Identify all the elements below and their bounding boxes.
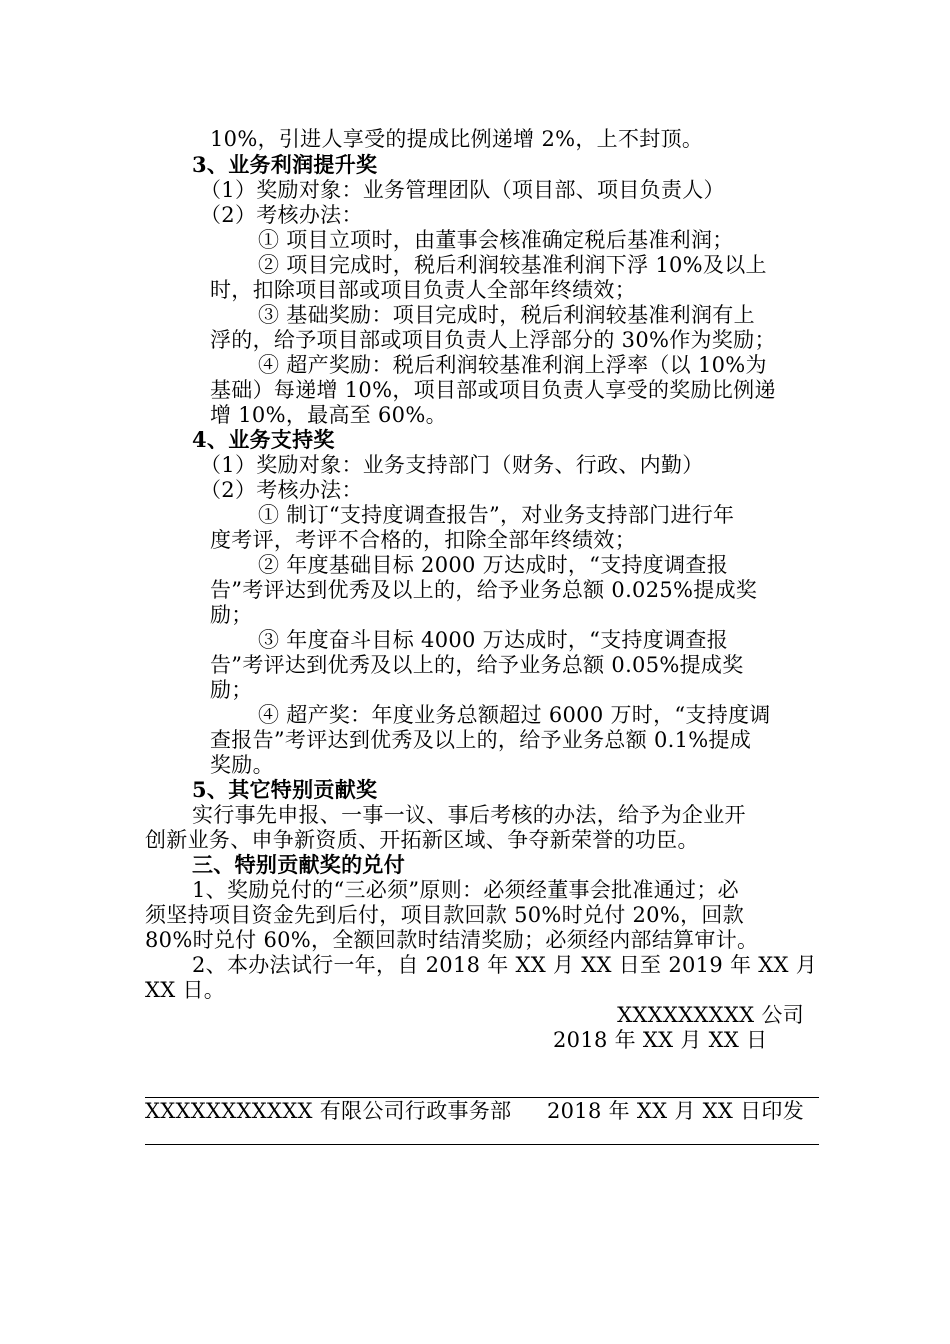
footer-issue-date: 2018 年 XX 月 XX 日印发 bbox=[546, 1099, 804, 1123]
text-line: 励； bbox=[210, 603, 253, 627]
text-line: 增 10%，最高至 60%。 bbox=[210, 403, 447, 427]
text-line: （2）考核办法： bbox=[200, 203, 363, 227]
text-line: 告”考评达到优秀及以上的，给予业务总额 0.05%提成奖 bbox=[210, 653, 744, 677]
section-heading: 4、业务支持奖 bbox=[192, 427, 335, 452]
text-line: ① 项目立项时，由董事会核准确定税后基准利润； bbox=[258, 228, 734, 252]
text-line: 须坚持项目资金先到后付，项目款回款 50%时兑付 20%，回款 bbox=[145, 903, 744, 927]
signature-company: XXXXXXXXX 公司 bbox=[617, 1003, 804, 1027]
text-line: 励； bbox=[210, 678, 253, 702]
text-line: ② 年度基础目标 2000 万达成时，“支持度调查报 bbox=[258, 553, 729, 577]
text-line: （1）奖励对象：业务支持部门（财务、行政、内勤） bbox=[200, 453, 704, 477]
section-heading: 5、其它特别贡献奖 bbox=[192, 777, 378, 802]
text-line: ② 项目完成时，税后利润较基准利润下浮 10%及以上 bbox=[258, 253, 767, 277]
text-line: ④ 超产奖：年度业务总额超过 6000 万时，“支持度调 bbox=[258, 703, 771, 727]
text-line: XX 日。 bbox=[145, 978, 226, 1002]
text-line: 2、本办法试行一年，自 2018 年 XX 月 XX 日至 2019 年 XX 月 bbox=[192, 953, 817, 977]
footer-issuer: XXXXXXXXXXX 有限公司行政事务部 bbox=[145, 1099, 512, 1123]
text-line: 80%时兑付 60%，全额回款时结清奖励；必须经内部结算审计。 bbox=[145, 928, 759, 952]
section-heading: 3、业务利润提升奖 bbox=[192, 152, 378, 177]
text-line: ④ 超产奖励：税后利润较基准利润上浮率（以 10%为 bbox=[258, 353, 767, 377]
signature-date: 2018 年 XX 月 XX 日 bbox=[553, 1028, 768, 1052]
text-line: （1）奖励对象：业务管理团队（项目部、项目负责人） bbox=[200, 178, 725, 202]
text-line: ③ 年度奋斗目标 4000 万达成时，“支持度调查报 bbox=[258, 628, 729, 652]
footer-bottom-rule bbox=[145, 1144, 819, 1145]
text-line: 度考评，考评不合格的，扣除全部年终绩效； bbox=[210, 528, 636, 552]
text-line: 实行事先申报、一事一议、事后考核的办法，给予为企业开 bbox=[192, 803, 746, 827]
text-line: （2）考核办法： bbox=[200, 478, 363, 502]
text-line: 基础）每递增 10%，项目部或项目负责人享受的奖励比例递 bbox=[210, 378, 776, 402]
text-line: 创新业务、申争新资质、开拓新区域、争夺新荣誉的功臣。 bbox=[145, 828, 699, 852]
text-line: 1、奖励兑付的“三必须”原则：必须经董事会批准通过；必 bbox=[192, 878, 739, 902]
text-line: 奖励。 bbox=[210, 753, 274, 777]
text-line: 10%，引进人享受的提成比例递增 2%，上不封顶。 bbox=[210, 127, 704, 151]
text-line: 查报告”考评达到优秀及以上的，给予业务总额 0.1%提成 bbox=[210, 728, 752, 752]
text-line: 时，扣除项目部或项目负责人全部年终绩效； bbox=[210, 278, 636, 302]
text-line: 告”考评达到优秀及以上的，给予业务总额 0.025%提成奖 bbox=[210, 578, 758, 602]
text-line: 浮的，给予项目部或项目负责人上浮部分的 30%作为奖励； bbox=[210, 328, 776, 352]
text-line: ① 制订“支持度调查报告”，对业务支持部门进行年 bbox=[258, 503, 735, 527]
section-heading: 三、特别贡献奖的兑付 bbox=[192, 852, 405, 877]
text-line: ③ 基础奖励：项目完成时，税后利润较基准利润有上 bbox=[258, 303, 755, 327]
